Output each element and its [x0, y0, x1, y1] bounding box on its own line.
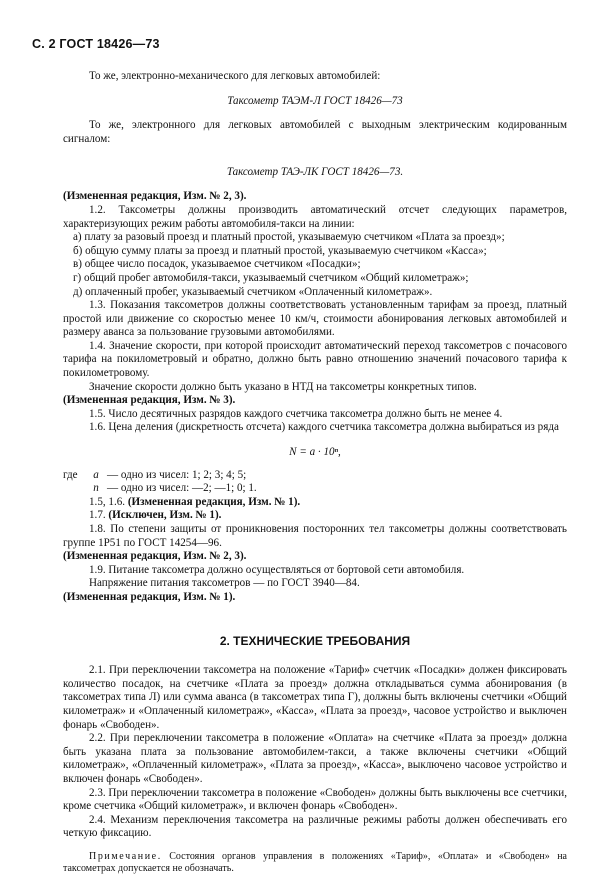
formula: N = a · 10ⁿ, [289, 446, 341, 459]
variable-n-description: — одно из чисел: —2; —1; 0; 1. [107, 482, 257, 495]
parameter-list [63, 231, 567, 299]
variable-a-description: — одно из чисел: 1; 2; 3; 4; 5; [107, 468, 247, 481]
list-item: в) общее число посадок, указываемое счетчиком «Посадки»; [73, 258, 361, 271]
list-item: б) общую сумму платы за проезд и платный простой, указываемую счетчиком «Касса»; [73, 244, 487, 257]
amendment-note-5: (Измененная редакция, Изм. № 1). [63, 590, 236, 603]
paragraph-1-7-number: 1.7. [89, 509, 106, 522]
amendment-note-3-text: (Измененная редакция, Изм. № 1). [127, 495, 301, 508]
paragraph-1-8: 1.8. По степени защиты от проникновения посторонних тел таксометры должны соответствовать группе 1Р51 по ГОСТ 14254—96. [63, 523, 567, 549]
amendment-note-4: (Измененная редакция, Изм. № 2, 3). [63, 550, 247, 563]
note-text: Состояния органов управления в положениях «Тариф», «Оплата» и «Свободен» на таксометрах допускается не обозначать. [63, 850, 567, 875]
list-item: а) плату за разовый проезд и платный простой, указываемую счетчиком «Плата за проезд»; [73, 231, 505, 244]
paragraph-1-7 [63, 509, 567, 523]
paragraph-1-2: 1.2. Таксометры должны производить автоматический отсчет следующих параметров, характеризующих режим работы автомобиля-такси на линии: [63, 203, 567, 230]
paragraph-1-4: 1.4. Значение скорости, при которой происходит автоматический переход таксометров с почасового тарифа на покилометровый и обратно, должно быть равно отношению значений почасового тарифа к покилометровому. [63, 339, 567, 380]
note-label: Примечание. [89, 850, 162, 862]
paragraph-2-2: 2.2. При переключении таксометра в положение «Оплата» на счетчике «Плата за проезд» должна быть указана плата за пользование автомобилем-такси, а также включены счетчики «Общий километраж», «Оплаченный километраж», «Плата за проезд», «Касса», выключено часовое устройство и включен фонарь «Свободен». [63, 732, 567, 785]
paragraph-1-9: 1.9. Питание таксометра должно осуществляться от бортовой сети автомобиля. [89, 563, 465, 576]
paragraph-1-4-note: Значение скорости должно быть указано в НТД на таксометры конкретных типов. [89, 380, 477, 393]
taximeter-designation-1: Таксометр ТАЭМ-Л ГОСТ 18426—73 [227, 94, 403, 107]
paragraph-2-1: 2.1. При переключении таксометра на положение «Тариф» счетчик «Посадки» должен фиксировать количество посадок, на счетчике «Плата за проезд» должна откладываться сумма абонирования (в таксометрах типа Л) или сумма аванса (в таксометрах типа Г), должны быть включены счетчики «Общий километраж» и «Оплаченный километраж», «Касса», «Плата за проезд», часовое устройство и выключен фонарь «Свободен». [63, 664, 567, 731]
section-heading-2: 2. ТЕХНИЧЕСКИЕ ТРЕБОВАНИЯ [219, 633, 411, 648]
paragraph-1-7-text: (Исключен, Изм. № 1). [108, 509, 222, 522]
note [63, 851, 567, 876]
taximeter-designation-2: Таксометр ТАЭ-ЛК ГОСТ 18426—73. [226, 165, 404, 178]
variable-n: n [93, 482, 99, 495]
where-label: где [63, 468, 78, 481]
variable-a: a [93, 468, 99, 481]
amendment-note-2: (Измененная редакция, Изм. № 3). [63, 394, 236, 407]
list-item: д) оплаченный пробег, указываемый счетчиком «Оплаченный километраж». [73, 285, 433, 298]
paragraph-1-5: 1.5. Число десятичных разрядов каждого счетчика таксометра должно быть не менее 4. [89, 407, 503, 420]
paragraph-2-3: 2.3. При переключении таксометра в положение «Свободен» должны быть выключены все счетчики, кроме счетчика «Общий километраж», и включен фонарь «Свободен». [63, 786, 567, 813]
paragraph-2-4: 2.4. Механизм переключения таксометра на различные режимы работы должен обеспечивать его четкую фиксацию. [63, 813, 567, 840]
amendment-note-3-prefix: 1.5, 1.6. [89, 495, 126, 508]
document-body [63, 70, 567, 886]
amendment-note-1: (Измененная редакция, Изм. № 2, 3). [63, 190, 247, 203]
paragraph-1-3: 1.3. Показания таксометров должны соответствовать установленным тарифам за проезд, платный простой или движение со скоростью менее 10 км/ч, стоимости абонирования легковых автомобилей и размеру аванса за пользование грузовыми автомобилями. [63, 299, 567, 339]
amendment-note-3 [63, 496, 567, 510]
list-item: г) общий пробег автомобиля-такси, указываемый счетчиком «Общий километраж»; [73, 271, 469, 284]
paragraph-intro-1: То же, электронно-механического для легковых автомобилей: [89, 70, 381, 82]
formula-legend [63, 469, 567, 496]
paragraph-1-9-note: Напряжение питания таксометров — по ГОСТ 3940—84. [89, 577, 360, 590]
page-header: С. 2 ГОСТ 18426—73 [32, 37, 160, 51]
paragraph-1-6: 1.6. Цена деления (дискретность отсчета) каждого счетчика таксометра должна выбираться из ряда [89, 421, 559, 434]
paragraph-intro-2: То же, электронного для легковых автомобилей с выходным электрическим кодированным сигналом: [63, 119, 567, 145]
